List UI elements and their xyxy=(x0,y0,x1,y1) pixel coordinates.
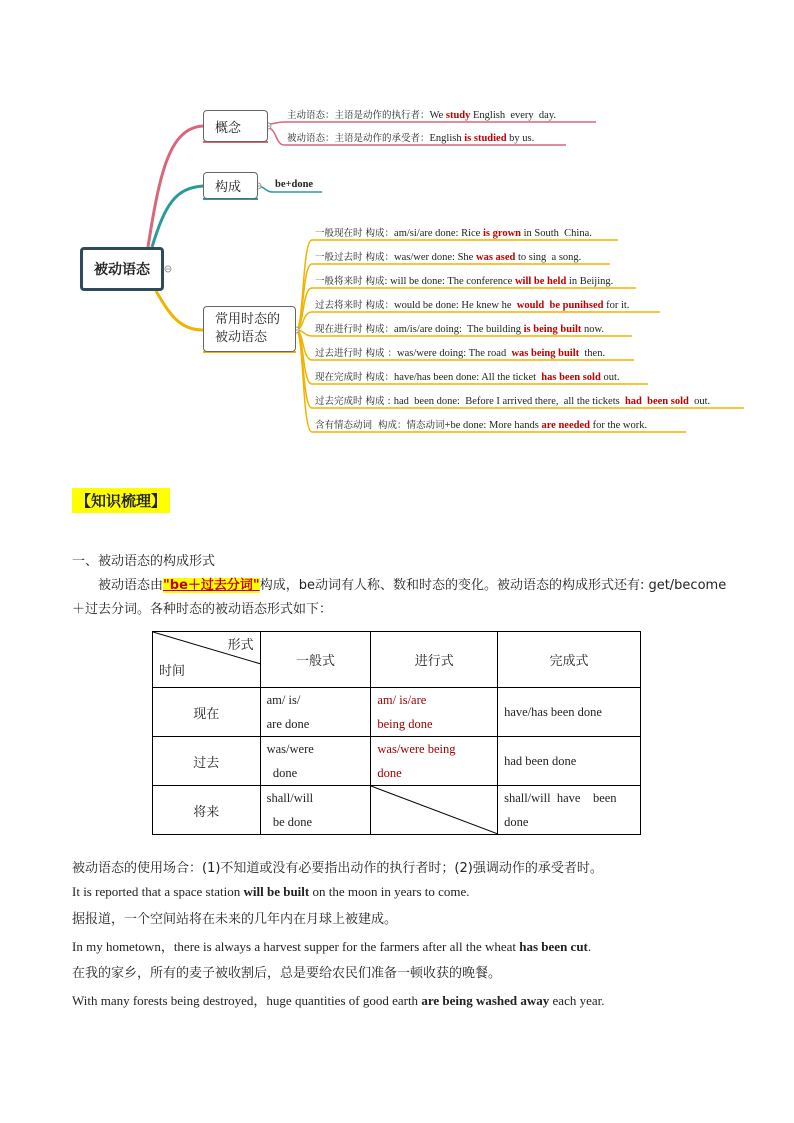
leaf-text: in Beijing. xyxy=(566,276,614,287)
leaf-text: had been done: Before I arrived there, all the tickets xyxy=(393,396,625,407)
cell-line: shall/will xyxy=(266,791,314,805)
cell-past-simple xyxy=(260,737,371,786)
leaf-text: : will be done: The conference xyxy=(384,276,515,287)
mindmap-leaf xyxy=(287,107,556,121)
leaf-text: for the work. xyxy=(589,420,648,431)
intro-paragraph xyxy=(72,574,732,622)
corner-bottom-label: 时间 xyxy=(159,664,186,679)
leaf-text: 过去将来时 构成： xyxy=(315,300,395,311)
leaf-text: 被动语态：主语是动作的承受者： xyxy=(287,133,430,144)
cell-line: am/ is/ xyxy=(266,693,301,707)
leaf-text: have/has been done: All the ticket xyxy=(394,372,542,383)
mindmap-leaf xyxy=(315,297,629,311)
mindmap-leaf xyxy=(275,179,313,190)
row-label-past: 过去 xyxy=(153,737,261,786)
mindmap-node-tenses-line2: 被动语态 xyxy=(215,330,268,345)
mindmap-leaf xyxy=(315,273,613,287)
mindmap-leaf xyxy=(315,225,592,239)
cell-line: was/were being xyxy=(377,742,456,756)
header-simple: 一般式 xyxy=(260,632,371,688)
ex-seg-bold: are being washed away xyxy=(421,993,550,1008)
cell-line: are done xyxy=(266,717,310,731)
row-label-present: 现在 xyxy=(153,688,261,737)
leaf-highlight: was ased xyxy=(475,252,516,263)
cell-line: done xyxy=(266,766,298,780)
leaf-text: 过去完成时 构成 : xyxy=(315,396,394,407)
cell-future-perfect xyxy=(498,786,641,835)
cell-line: had been done xyxy=(504,754,577,768)
leaf-text: 含有情态动词 构成：情态动词 xyxy=(315,420,445,431)
leaf-highlight: is grown xyxy=(482,228,521,239)
leaf-text: 一般过去时 构成： xyxy=(315,252,395,263)
header-perfect: 完成式 xyxy=(498,632,641,688)
mindmap-node-composition: 构成 xyxy=(203,172,258,199)
leaf-text: out. xyxy=(600,372,620,383)
ex-seg: It is reported that a space station xyxy=(72,884,244,899)
mindmap-leaf xyxy=(315,249,581,263)
leaf-text: 一般将来时 构成 xyxy=(315,276,385,287)
mindmap-leaf xyxy=(315,369,619,383)
leaf-text: 现在进行时 构成： xyxy=(315,324,395,335)
ex-seg-bold: will be built xyxy=(243,884,310,899)
leaf-text: by us. xyxy=(506,133,535,144)
cell-future-progressive-empty xyxy=(371,786,498,835)
leaf-text: was/were doing: The road xyxy=(397,348,512,359)
corner-top-label: 形式 xyxy=(227,638,254,653)
mindmap-node-concept: 概念 xyxy=(203,110,268,142)
leaf-highlight: study xyxy=(445,110,471,121)
example-2-zh: 在我的家乡，所有的麦子被收割后，总是要给农民们准备一顿收获的晚餐。 xyxy=(72,966,502,981)
usage-text: 被动语态的使用场合：(1)不知道或没有必要指出动作的执行者时；(2)强调动作的承受者时。 xyxy=(72,861,603,876)
cell-line: am/ is/are xyxy=(377,693,427,707)
mindmap-node-tenses xyxy=(203,306,296,352)
section-title: 【知识梳理】 xyxy=(72,488,170,513)
cell-past-perfect xyxy=(498,737,641,786)
cell-line: done xyxy=(377,766,402,780)
cell-line: be done xyxy=(266,815,313,829)
cell-line: was/were xyxy=(266,742,314,756)
intro-highlight: "be＋过去分词" xyxy=(163,578,260,593)
leaf-highlight: is studied xyxy=(464,133,507,144)
cell-line: have/has been done xyxy=(504,705,602,719)
mindmap-leaf xyxy=(287,130,534,144)
example-1-zh: 据报道，一个空间站将在未来的几年内在月球上被建成。 xyxy=(72,912,398,927)
mindmap-root: 被动语态 xyxy=(80,247,164,291)
cell-line: shall/will have been xyxy=(504,791,617,805)
cell-line: being done xyxy=(377,717,433,731)
cell-present-perfect xyxy=(498,688,641,737)
heading-construction: 一、被动语态的构成形式 xyxy=(72,554,216,569)
leaf-text: to sing a song. xyxy=(515,252,582,263)
leaf-text: We xyxy=(429,110,446,121)
cell-future-simple xyxy=(260,786,371,835)
leaf-highlight: was being built xyxy=(511,348,580,359)
leaf-highlight: is being built xyxy=(523,324,582,335)
leaf-text: would be done: He knew he xyxy=(394,300,517,311)
leaf-text: English every day. xyxy=(470,110,557,121)
leaf-text: 过去进行时 构成 ： xyxy=(315,348,398,359)
leaf-text: then. xyxy=(579,348,606,359)
table-corner-cell xyxy=(153,632,261,688)
leaf-text: am/is/are doing: The building xyxy=(394,324,524,335)
mindmap-leaf xyxy=(315,321,604,335)
tense-form-table xyxy=(152,631,641,835)
leaf-text: 一般现在时 构成： xyxy=(315,228,395,239)
ex-seg: With many forests being destroyed，huge quantities of good earth xyxy=(72,993,422,1008)
example-3-en xyxy=(72,990,605,1009)
row-label-future: 将来 xyxy=(153,786,261,835)
leaf-text: in South China. xyxy=(521,228,592,239)
leaf-highlight: has been sold xyxy=(541,372,601,383)
leaf-text: +be done: More hands xyxy=(444,420,542,431)
ex-seg-bold: has been cut xyxy=(519,939,588,954)
mindmap-leaf xyxy=(315,345,605,359)
leaf-text: 现在完成时 构成： xyxy=(315,372,395,383)
leaf-text: English xyxy=(429,133,465,144)
intro-part2: 构成，be动词有人称、数和时态的变化。被动语态的构成形式还有: get/become＋过去分词。各种时态的被动语态形式如下： xyxy=(72,578,727,617)
leaf-highlight: will be held xyxy=(514,276,567,287)
mindmap-leaf xyxy=(315,393,710,407)
example-2-en xyxy=(72,936,591,955)
ex-seg: each year. xyxy=(549,993,605,1008)
leaf-text: for it. xyxy=(603,300,630,311)
cell-past-progressive xyxy=(371,737,498,786)
header-progressive: 进行式 xyxy=(371,632,498,688)
cell-present-progressive xyxy=(371,688,498,737)
leaf-text: 主动语态：主语是动作的执行者： xyxy=(287,110,430,121)
cell-line: done xyxy=(504,815,529,829)
leaf-text: am/si/are done: Rice xyxy=(394,228,483,239)
leaf-highlight: had been sold xyxy=(624,396,689,407)
leaf-highlight: would be punihsed xyxy=(516,300,604,311)
ex-seg: In my hometown，there is always a harvest supper for the farmers after all the wheat xyxy=(72,939,520,954)
leaf-text: be+done xyxy=(275,179,314,190)
leaf-text: was/wer done: She xyxy=(394,252,476,263)
empty-cell-diagonal xyxy=(371,786,498,834)
leaf-highlight: are needed xyxy=(541,420,590,431)
ex-seg: . xyxy=(587,939,592,954)
cell-present-simple xyxy=(260,688,371,737)
mindmap-leaf xyxy=(315,417,647,431)
example-1-en xyxy=(72,884,470,900)
intro-part1: 被动语态由 xyxy=(98,578,164,593)
mindmap-node-tenses-line1: 常用时态的 xyxy=(215,312,281,327)
ex-seg: on the moon in years to come. xyxy=(309,884,470,899)
leaf-text: out. xyxy=(688,396,711,407)
leaf-text: now. xyxy=(581,324,605,335)
